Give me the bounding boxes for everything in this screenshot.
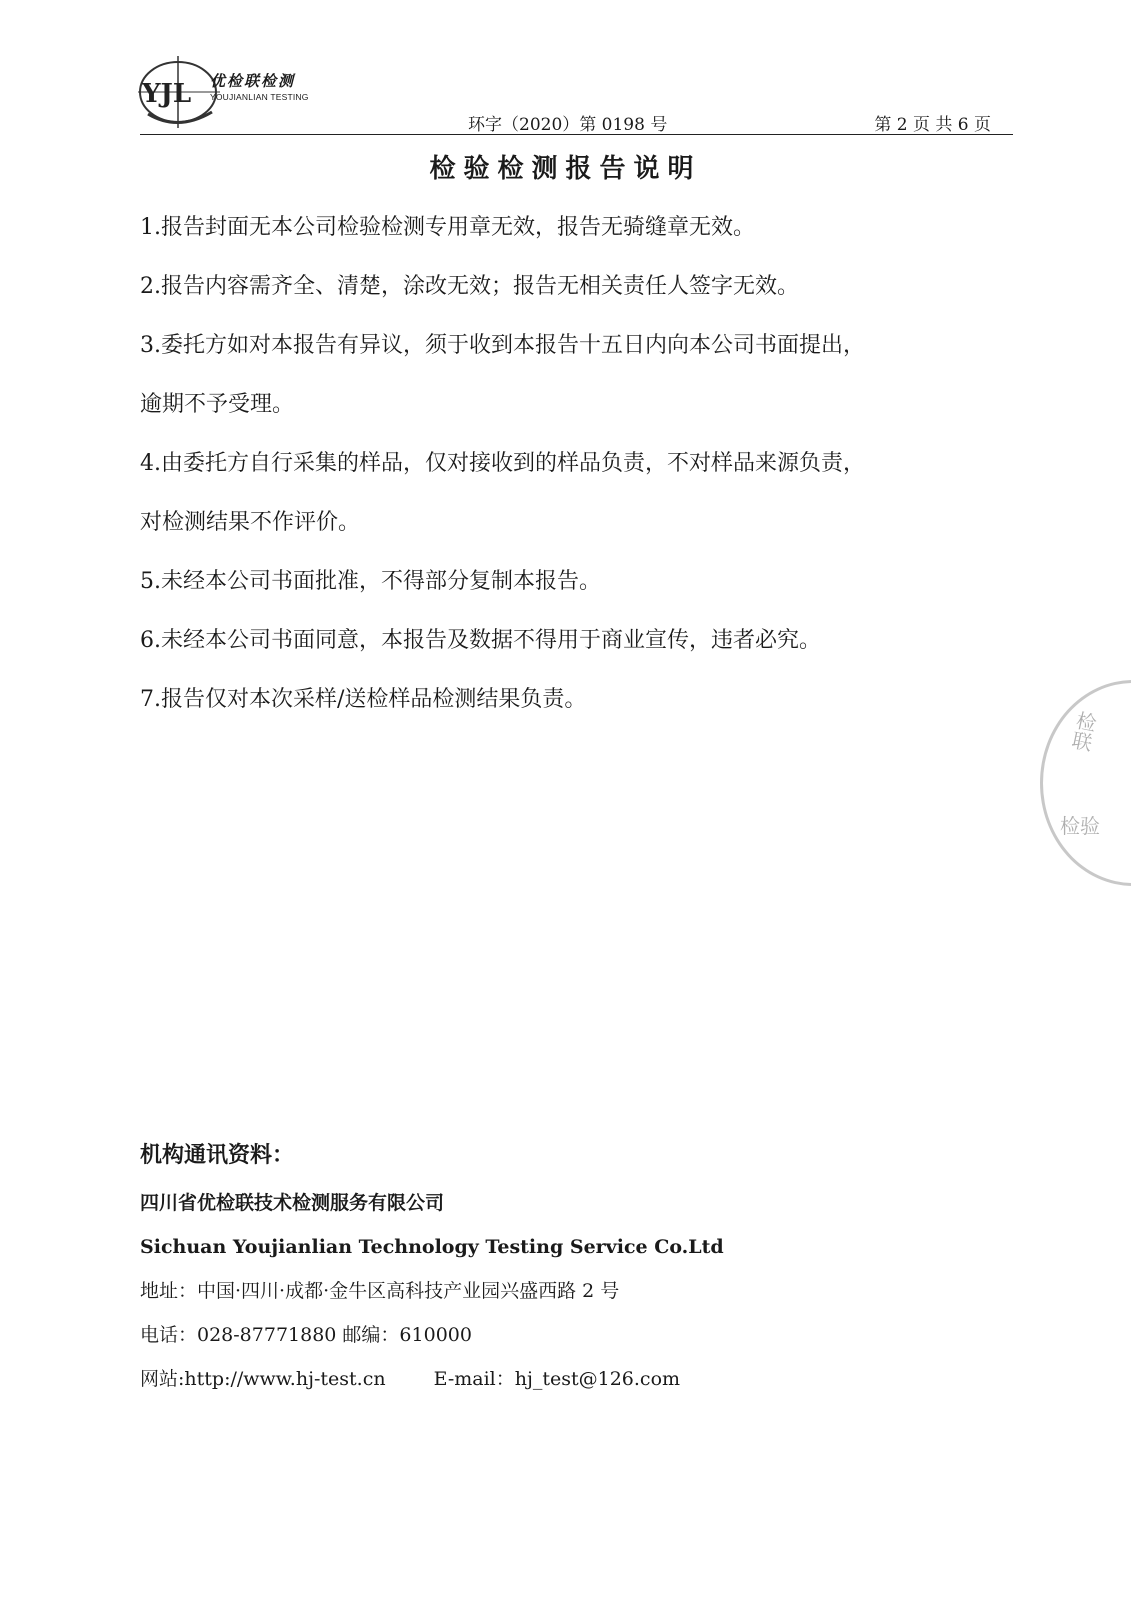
page-title: 检验检测报告说明 — [429, 154, 702, 184]
email-link[interactable]: E-mail：hj_test@126.com — [433, 1368, 681, 1390]
seal-text: 检验 — [1060, 814, 1100, 838]
note-line: 4.由委托方自行采集的样品，仅对接收到的样品负责，不对样品来源负责， — [140, 451, 865, 476]
note-line: 5.未经本公司书面批准，不得部分复制本报告。 — [140, 569, 601, 594]
page-number: 第 2 页 共 6 页 — [874, 115, 991, 135]
note-line: 逾期不予受理。 — [140, 392, 295, 417]
seal-text: 检联 — [1066, 708, 1099, 754]
phone-line: 电话：028-87771880 邮编：610000 — [140, 1324, 472, 1346]
note-line: 对检测结果不作评价。 — [140, 510, 361, 535]
seal-stamp — [1040, 680, 1131, 890]
address-line: 地址：中国·四川·成都·金牛区高科技产业园兴盛西路 2 号 — [140, 1280, 620, 1302]
note-line: 1.报告封面无本公司检验检测专用章无效，报告无骑缝章无效。 — [140, 215, 755, 240]
web-email-line — [140, 1366, 724, 1410]
note-line: 3.委托方如对本报告有异议，须于收到本报告十五日内向本公司书面提出， — [140, 333, 865, 358]
contact-heading: 机构通讯资料： — [140, 1142, 295, 1168]
svg-text:YJL: YJL — [142, 79, 192, 109]
logo-chinese-name: 优检联检测 — [210, 72, 296, 90]
contact-info — [140, 1190, 724, 1410]
company-logo — [138, 52, 348, 130]
logo-emblem-icon — [138, 52, 348, 130]
report-number: 环字（2020）第 0198 号 — [468, 115, 668, 135]
report-notes — [140, 198, 1020, 729]
header-rule — [140, 134, 1013, 135]
company-name-en: Sichuan Youjianlian Technology Testing Service Co.Ltd — [140, 1236, 724, 1258]
logo-english-name: YOUJIANLIAN TESTING — [210, 92, 309, 102]
note-line: 6.未经本公司书面同意，本报告及数据不得用于商业宣传，违者必究。 — [140, 628, 821, 653]
website-link[interactable]: 网站:http://www.hj-test.cn — [140, 1368, 386, 1390]
note-line: 7.报告仅对本次采样/送检样品检测结果负责。 — [140, 687, 587, 712]
note-line: 2.报告内容需齐全、清楚，涂改无效；报告无相关责任人签字无效。 — [140, 274, 799, 299]
company-name-cn: 四川省优检联技术检测服务有限公司 — [140, 1192, 445, 1214]
